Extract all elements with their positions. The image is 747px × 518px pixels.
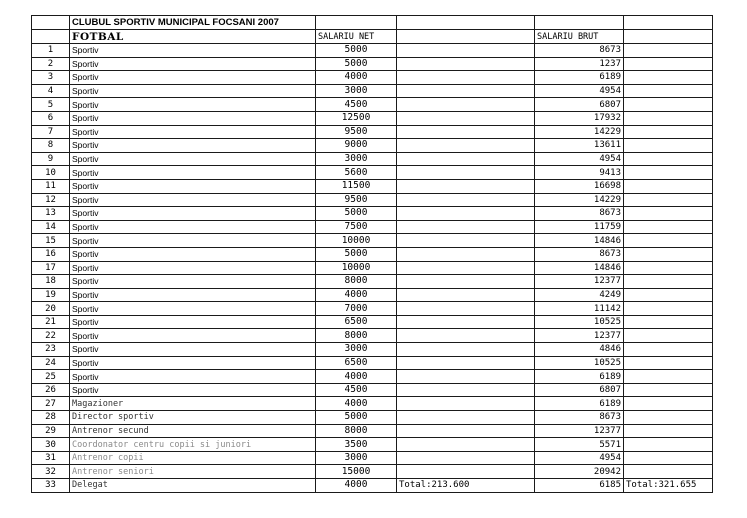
row-position: Antrenor secund: [70, 424, 316, 438]
row-number: 21: [32, 315, 70, 329]
row-number: 17: [32, 261, 70, 275]
header-empty-cell: [624, 30, 713, 44]
row-position: Sportiv: [70, 288, 316, 302]
total-net: Total:213.600: [397, 479, 535, 493]
row-salary-net: 9500: [316, 193, 397, 207]
row-empty-cell: [624, 247, 713, 261]
row-empty-cell: [624, 424, 713, 438]
row-salary-brut: 4846: [535, 343, 624, 357]
row-salary-net: 4000: [316, 370, 397, 384]
row-salary-brut: 16698: [535, 179, 624, 193]
row-number: 13: [32, 207, 70, 221]
row-empty-cell: [624, 207, 713, 221]
row-salary-brut: 6185: [535, 479, 624, 493]
row-number: 4: [32, 84, 70, 98]
row-number: 10: [32, 166, 70, 180]
row-salary-brut: 6189: [535, 397, 624, 411]
header-row-title: [32, 16, 713, 30]
row-empty-cell: [624, 84, 713, 98]
row-number: 24: [32, 356, 70, 370]
row-empty-cell: [624, 193, 713, 207]
row-salary-net: 5000: [316, 57, 397, 71]
row-salary-brut: 6189: [535, 71, 624, 85]
row-salary-brut: 11759: [535, 220, 624, 234]
row-salary-brut: 6807: [535, 383, 624, 397]
table-row: [32, 329, 713, 343]
row-salary-net: 5000: [316, 411, 397, 425]
table-row: [32, 179, 713, 193]
row-position: Sportiv: [70, 44, 316, 58]
header-empty-cell: [535, 16, 624, 30]
row-number: 11: [32, 179, 70, 193]
row-position: Sportiv: [70, 207, 316, 221]
row-empty-cell: [397, 288, 535, 302]
row-salary-brut: 8673: [535, 247, 624, 261]
row-empty-cell: [397, 139, 535, 153]
row-number: 2: [32, 57, 70, 71]
club-title: CLUBUL SPORTIV MUNICIPAL FOCSANI 2007: [70, 16, 316, 30]
row-position: Sportiv: [70, 179, 316, 193]
table-row: [32, 166, 713, 180]
row-empty-cell: [624, 370, 713, 384]
row-empty-cell: [397, 247, 535, 261]
row-empty-cell: [624, 179, 713, 193]
row-number: 23: [32, 343, 70, 357]
row-salary-net: 3000: [316, 343, 397, 357]
row-salary-net: 15000: [316, 465, 397, 479]
row-salary-brut: 14229: [535, 125, 624, 139]
row-salary-net: 3500: [316, 438, 397, 452]
table-row: [32, 261, 713, 275]
row-salary-brut: 5571: [535, 438, 624, 452]
row-salary-net: 4000: [316, 288, 397, 302]
table-row: [32, 370, 713, 384]
row-empty-cell: [624, 234, 713, 248]
row-salary-brut: 9413: [535, 166, 624, 180]
row-number: 28: [32, 411, 70, 425]
row-number: 25: [32, 370, 70, 384]
table-row: [32, 411, 713, 425]
row-position: Sportiv: [70, 343, 316, 357]
row-empty-cell: [624, 302, 713, 316]
table-row: [32, 275, 713, 289]
row-empty-cell: [397, 125, 535, 139]
row-salary-brut: 10525: [535, 356, 624, 370]
row-salary-net: 9500: [316, 125, 397, 139]
table-row: [32, 71, 713, 85]
row-empty-cell: [624, 111, 713, 125]
row-position: Sportiv: [70, 234, 316, 248]
column-header-brut: SALARIU BRUT: [535, 30, 624, 44]
row-salary-net: 11500: [316, 179, 397, 193]
row-salary-net: 7500: [316, 220, 397, 234]
row-empty-cell: [624, 465, 713, 479]
header-empty-cell: [397, 16, 535, 30]
row-empty-cell: [397, 424, 535, 438]
row-empty-cell: [624, 261, 713, 275]
row-empty-cell: [624, 411, 713, 425]
table-row: [32, 356, 713, 370]
row-position: Sportiv: [70, 98, 316, 112]
row-empty-cell: [397, 465, 535, 479]
table-row: [32, 424, 713, 438]
row-salary-net: 3000: [316, 451, 397, 465]
table-row: [32, 451, 713, 465]
row-empty-cell: [624, 315, 713, 329]
row-number: 18: [32, 275, 70, 289]
row-empty-cell: [397, 356, 535, 370]
row-empty-cell: [624, 139, 713, 153]
header-empty-cell: [397, 30, 535, 44]
row-salary-brut: 20942: [535, 465, 624, 479]
row-salary-net: 4500: [316, 98, 397, 112]
column-header-net: SALARIU NET: [316, 30, 397, 44]
table-row: [32, 193, 713, 207]
table-row: [32, 479, 713, 493]
row-salary-net: 7000: [316, 302, 397, 316]
row-empty-cell: [397, 261, 535, 275]
row-salary-brut: 14846: [535, 261, 624, 275]
row-empty-cell: [624, 57, 713, 71]
row-empty-cell: [624, 451, 713, 465]
row-number: 14: [32, 220, 70, 234]
row-salary-net: 3000: [316, 84, 397, 98]
table-row: [32, 288, 713, 302]
row-number: 7: [32, 125, 70, 139]
row-salary-net: 6500: [316, 315, 397, 329]
table-row: [32, 84, 713, 98]
row-salary-brut: 10525: [535, 315, 624, 329]
header-empty-cell: [32, 30, 70, 44]
row-empty-cell: [397, 275, 535, 289]
row-salary-net: 5600: [316, 166, 397, 180]
row-position: Sportiv: [70, 370, 316, 384]
row-empty-cell: [624, 343, 713, 357]
table-row: [32, 247, 713, 261]
row-salary-brut: 1237: [535, 57, 624, 71]
row-empty-cell: [397, 302, 535, 316]
row-empty-cell: [397, 451, 535, 465]
row-position: Sportiv: [70, 166, 316, 180]
header-empty-cell: [316, 16, 397, 30]
row-position: Magazioner: [70, 397, 316, 411]
row-empty-cell: [397, 343, 535, 357]
row-salary-brut: 8673: [535, 411, 624, 425]
table-row: [32, 111, 713, 125]
row-empty-cell: [624, 356, 713, 370]
row-salary-brut: 13611: [535, 139, 624, 153]
row-position: Sportiv: [70, 193, 316, 207]
table-row: [32, 207, 713, 221]
row-position: Sportiv: [70, 261, 316, 275]
row-empty-cell: [624, 71, 713, 85]
row-empty-cell: [397, 370, 535, 384]
table-row: [32, 98, 713, 112]
row-position: Coordonator centru copii si juniori: [70, 438, 316, 452]
row-position: Antrenor seniori: [70, 465, 316, 479]
row-salary-brut: 17932: [535, 111, 624, 125]
table-row: [32, 383, 713, 397]
row-salary-net: 6500: [316, 356, 397, 370]
row-number: 16: [32, 247, 70, 261]
row-number: 31: [32, 451, 70, 465]
salary-table-body: [32, 16, 713, 493]
row-number: 8: [32, 139, 70, 153]
row-salary-brut: 4249: [535, 288, 624, 302]
row-salary-brut: 12377: [535, 275, 624, 289]
table-row: [32, 125, 713, 139]
header-empty-cell: [32, 16, 70, 30]
row-empty-cell: [397, 383, 535, 397]
row-empty-cell: [397, 220, 535, 234]
row-number: 12: [32, 193, 70, 207]
row-position: Sportiv: [70, 139, 316, 153]
row-empty-cell: [624, 275, 713, 289]
row-position: Delegat: [70, 479, 316, 493]
row-empty-cell: [397, 84, 535, 98]
table-row: [32, 315, 713, 329]
row-empty-cell: [624, 329, 713, 343]
row-number: 9: [32, 152, 70, 166]
row-empty-cell: [397, 193, 535, 207]
row-number: 15: [32, 234, 70, 248]
row-number: 30: [32, 438, 70, 452]
row-salary-brut: 14846: [535, 234, 624, 248]
row-empty-cell: [624, 288, 713, 302]
row-empty-cell: [397, 44, 535, 58]
row-empty-cell: [397, 397, 535, 411]
row-empty-cell: [624, 397, 713, 411]
row-empty-cell: [397, 98, 535, 112]
row-number: 22: [32, 329, 70, 343]
table-row: [32, 152, 713, 166]
row-position: Sportiv: [70, 247, 316, 261]
row-empty-cell: [624, 152, 713, 166]
row-salary-net: 4000: [316, 397, 397, 411]
row-number: 32: [32, 465, 70, 479]
row-number: 29: [32, 424, 70, 438]
header-empty-cell: [624, 16, 713, 30]
row-salary-brut: 6807: [535, 98, 624, 112]
total-brut: Total:321.655: [624, 479, 713, 493]
table-row: [32, 438, 713, 452]
row-salary-brut: 11142: [535, 302, 624, 316]
row-position: Sportiv: [70, 383, 316, 397]
row-salary-net: 4500: [316, 383, 397, 397]
row-salary-net: 8000: [316, 424, 397, 438]
row-empty-cell: [624, 125, 713, 139]
row-salary-net: 9000: [316, 139, 397, 153]
row-number: 3: [32, 71, 70, 85]
row-position: Sportiv: [70, 329, 316, 343]
row-empty-cell: [624, 220, 713, 234]
table-row: [32, 397, 713, 411]
table-row: [32, 57, 713, 71]
row-empty-cell: [397, 234, 535, 248]
row-empty-cell: [624, 438, 713, 452]
table-row: [32, 139, 713, 153]
row-empty-cell: [397, 438, 535, 452]
row-number: 1: [32, 44, 70, 58]
row-position: Sportiv: [70, 220, 316, 234]
row-empty-cell: [397, 57, 535, 71]
row-position: Sportiv: [70, 57, 316, 71]
row-salary-net: 4000: [316, 479, 397, 493]
row-position: Antrenor copii: [70, 451, 316, 465]
row-salary-brut: 12377: [535, 424, 624, 438]
row-position: Sportiv: [70, 111, 316, 125]
row-number: 27: [32, 397, 70, 411]
row-position: Sportiv: [70, 356, 316, 370]
row-position: Sportiv: [70, 125, 316, 139]
row-position: Sportiv: [70, 84, 316, 98]
table-row: [32, 220, 713, 234]
row-empty-cell: [397, 166, 535, 180]
row-empty-cell: [397, 207, 535, 221]
table-row: [32, 302, 713, 316]
row-salary-net: 4000: [316, 71, 397, 85]
row-empty-cell: [397, 315, 535, 329]
row-number: 26: [32, 383, 70, 397]
section-title: FOTBAL: [70, 30, 316, 44]
table-row: [32, 44, 713, 58]
row-number: 6: [32, 111, 70, 125]
row-empty-cell: [624, 383, 713, 397]
row-empty-cell: [397, 411, 535, 425]
row-salary-brut: 12377: [535, 329, 624, 343]
row-number: 19: [32, 288, 70, 302]
row-salary-net: 10000: [316, 261, 397, 275]
table-row: [32, 234, 713, 248]
row-empty-cell: [624, 166, 713, 180]
row-number: 20: [32, 302, 70, 316]
row-salary-brut: 4954: [535, 84, 624, 98]
row-number: 5: [32, 98, 70, 112]
row-salary-net: 5000: [316, 44, 397, 58]
row-salary-net: 5000: [316, 207, 397, 221]
row-position: Sportiv: [70, 315, 316, 329]
row-salary-brut: 8673: [535, 207, 624, 221]
row-empty-cell: [397, 71, 535, 85]
salary-table: [31, 15, 713, 493]
row-empty-cell: [624, 44, 713, 58]
row-empty-cell: [397, 152, 535, 166]
table-row: [32, 343, 713, 357]
row-salary-net: 8000: [316, 329, 397, 343]
table-row: [32, 465, 713, 479]
row-position: Sportiv: [70, 71, 316, 85]
row-salary-brut: 8673: [535, 44, 624, 58]
row-empty-cell: [624, 98, 713, 112]
row-position: Sportiv: [70, 152, 316, 166]
row-salary-brut: 4954: [535, 152, 624, 166]
row-salary-net: 12500: [316, 111, 397, 125]
row-position: Sportiv: [70, 275, 316, 289]
row-salary-net: 8000: [316, 275, 397, 289]
row-empty-cell: [397, 111, 535, 125]
row-position: Director sportiv: [70, 411, 316, 425]
row-salary-brut: 14229: [535, 193, 624, 207]
row-empty-cell: [397, 179, 535, 193]
row-salary-net: 5000: [316, 247, 397, 261]
header-row-columns: [32, 30, 713, 44]
row-position: Sportiv: [70, 302, 316, 316]
row-empty-cell: [397, 329, 535, 343]
row-salary-brut: 4954: [535, 451, 624, 465]
row-salary-net: 3000: [316, 152, 397, 166]
row-salary-net: 10000: [316, 234, 397, 248]
row-number: 33: [32, 479, 70, 493]
row-salary-brut: 6189: [535, 370, 624, 384]
